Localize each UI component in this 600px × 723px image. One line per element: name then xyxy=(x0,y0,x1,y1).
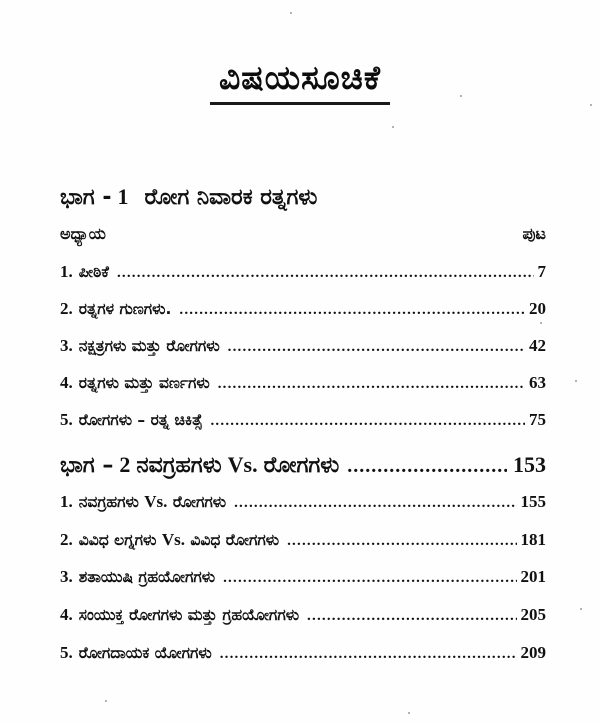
entry-number: 5. xyxy=(60,410,73,429)
entry-page-number: 75 xyxy=(529,410,546,429)
entry-title: ರೋಗಗಳು – ರತ್ನ ಚಿಕಿತ್ಸೆ xyxy=(78,411,203,429)
entry-title: ಶತಾಯುಷಿ ಗ್ರಹಯೋಗಗಳು xyxy=(78,568,216,586)
entry-title-latin: Vs. xyxy=(144,492,168,511)
scan-speck xyxy=(590,104,592,106)
entry-number: 1. xyxy=(60,492,73,511)
dot-leader xyxy=(220,646,517,663)
entry-number: 3. xyxy=(60,336,73,355)
part-title: ನವಗ್ರಹಗಳು xyxy=(136,453,222,478)
scan-speck xyxy=(105,700,107,702)
page-title: ವಿಷಯಸೂಚಿಕೆ xyxy=(219,58,381,97)
entry-number: 5. xyxy=(60,643,73,662)
entry-number: 2. xyxy=(60,299,73,318)
dot-leader xyxy=(234,495,516,512)
scan-speck xyxy=(290,12,292,14)
entry-page-number: 42 xyxy=(529,336,546,355)
toc-entry[interactable] xyxy=(60,373,546,393)
entry-title: ಸಂಯುಕ್ತ ರೋಗಗಳು ಮತ್ತು ಗ್ರಹಯೋಗಗಳು xyxy=(78,606,300,624)
part-1-heading xyxy=(60,184,546,210)
entry-title-tail: ವಿವಿಧ ರೋಗಗಳು xyxy=(190,531,280,549)
entry-title: ರತ್ನಗಳ ಗುಣಗಳು. xyxy=(78,300,172,318)
entry-title-part: ವಿವಿಧ ಲಗ್ನಗಳು xyxy=(78,531,157,549)
entry-page-number: 155 xyxy=(520,492,546,511)
scan-speck xyxy=(580,608,582,610)
dot-leader xyxy=(228,339,525,356)
entry-page-number: 205 xyxy=(520,605,546,624)
dot-leader xyxy=(117,265,534,282)
dot-leader xyxy=(179,302,525,319)
entry-title xyxy=(79,492,226,512)
title-container xyxy=(0,56,600,100)
part-number: 1 xyxy=(117,184,129,209)
toc-entry[interactable] xyxy=(60,643,546,663)
entry-page-number: 7 xyxy=(537,262,546,281)
part-2-heading[interactable] xyxy=(60,452,546,478)
scan-speck xyxy=(408,712,410,714)
dot-leader xyxy=(210,413,525,430)
scan-speck xyxy=(392,126,394,128)
entry-title: ನಕ್ಷತ್ರಗಳು ಮತ್ತು ರೋಗಗಳು xyxy=(78,337,220,355)
entry-number: 3. xyxy=(60,567,73,586)
entry-title: ರತ್ನಗಳು ಮತ್ತು ವರ್ಣಗಳು xyxy=(78,374,210,392)
toc-entry[interactable] xyxy=(60,492,546,512)
entry-title-tail: ರೋಗಗಳು xyxy=(172,493,227,511)
scan-speck xyxy=(460,95,462,97)
dot-leader xyxy=(347,455,507,478)
part-label: ಭಾಗ – xyxy=(60,453,114,478)
scan-speck xyxy=(575,380,577,382)
entry-number: 4. xyxy=(60,605,73,624)
entry-number: 4. xyxy=(60,373,73,392)
entry-title: ಪೀಠಿಕೆ xyxy=(78,263,109,281)
scan-speck xyxy=(540,322,542,324)
entry-title xyxy=(79,530,279,550)
part-number: 2 xyxy=(119,452,131,477)
entry-title: ರೋಗದಾಯಕ ಯೋಗಗಳು xyxy=(78,644,212,662)
part-title: ರೋಗ ನಿವಾರಕ ರತ್ನಗಳು xyxy=(144,185,318,210)
toc-entry[interactable] xyxy=(60,299,546,319)
toc-entry[interactable] xyxy=(60,336,546,356)
entry-title-part: ನವಗ್ರಹಗಳು xyxy=(78,493,139,511)
part-page-number: 153 xyxy=(513,452,546,477)
toc-entry[interactable] xyxy=(60,410,546,430)
page-column-header: ಪುಟ xyxy=(522,224,546,243)
title-underline xyxy=(210,102,390,105)
part-label: ಭಾಗ - xyxy=(60,185,112,210)
chapter-column-header: ಅಧ್ಯಾಯ xyxy=(60,224,106,243)
entry-number: 2. xyxy=(60,530,73,549)
column-headers xyxy=(60,224,546,244)
dot-leader xyxy=(218,376,525,393)
dot-leader xyxy=(287,533,516,550)
toc-entry[interactable] xyxy=(60,530,546,550)
entry-page-number: 201 xyxy=(520,567,546,586)
part-title-tail: ರೋಗಗಳು xyxy=(263,453,340,478)
entry-page-number: 20 xyxy=(529,299,546,318)
part-title-latin: Vs. xyxy=(227,452,258,477)
toc-entry[interactable] xyxy=(60,262,546,282)
entry-page-number: 181 xyxy=(520,530,546,549)
entry-page-number: 209 xyxy=(520,643,546,662)
entry-title-latin: Vs. xyxy=(161,530,185,549)
dot-leader xyxy=(307,608,516,625)
dot-leader xyxy=(223,570,516,587)
entry-page-number: 63 xyxy=(529,373,546,392)
entry-number: 1. xyxy=(60,262,73,281)
toc-entry[interactable] xyxy=(60,567,546,587)
toc-entry[interactable] xyxy=(60,605,546,625)
